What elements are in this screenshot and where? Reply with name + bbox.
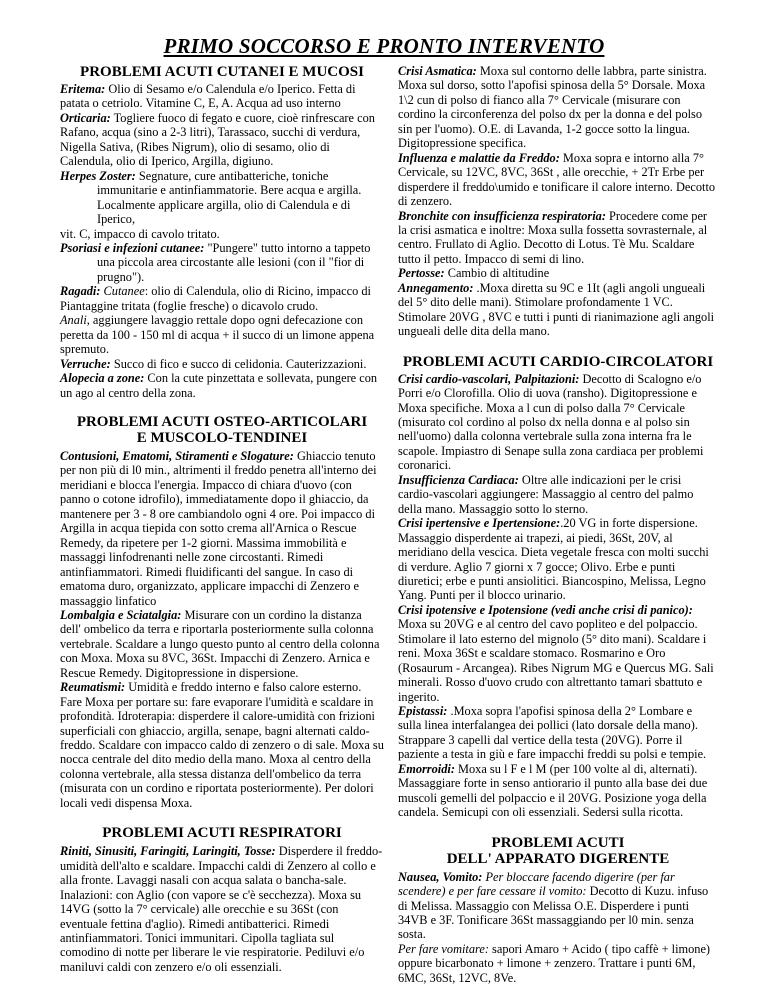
section-heading-line2: DELL' APPARATO DIGERENTE xyxy=(446,850,670,867)
entry-eritema xyxy=(60,82,384,111)
entry-annegamento xyxy=(398,281,718,339)
entry-label: Insufficienza Cardiaca: xyxy=(398,472,519,487)
entry-sublabel: Cutanee xyxy=(100,284,145,299)
section-digerente xyxy=(398,835,718,986)
entry-text: Umidità e freddo interno e falso calore esterno. Fare Moxa per portare su: fare evaporare l'umidità e scaldare in profondità. Idroterapia: disperdere il calore-umidità con frizioni superficiali con ghiaccio, argilla, senape, bagni alternati caldo-freddo. Scaldare con impacco caldo di zenzero o di sale. Moxa su nocca centrale del dito medio della mano. Moxa al centro della colonna vertebrale, alla stessa distanza dell'ombelico da terra (misurata con un cordino e riportata posteriormente). Per dolori locali vedi dispensa Moxa. xyxy=(60,680,384,810)
entry-label: Eritema: xyxy=(60,82,106,96)
entry-label: Riniti, Sinusiti, Faringiti, Laringiti, Tosse: xyxy=(60,844,276,859)
entry-cardio xyxy=(398,372,718,473)
entry-alopecia xyxy=(60,371,384,400)
entry-text: Decotto di Scalogno e/o Porri e/o Clorofilla. Olio di uova (ransho). Digitopressione e Moxa specifiche. Moxa a l cun di polso dalla 7° Cervicale (misurato col cordino al polso dx nella donna e al polso sin nell'uomo) dalla colonna vertebrale sulla zona interna fra le scapole. Impiastro di Senape sulla zona cardiaca per problemi coronarici. xyxy=(398,371,704,473)
entry-asmatica xyxy=(398,64,718,151)
entry-label: Annegamento: xyxy=(398,280,474,295)
entry-insufficienza xyxy=(398,473,718,516)
section-respiratori xyxy=(60,825,384,974)
entry-herpes xyxy=(60,169,384,183)
entry-contusioni xyxy=(60,449,384,608)
entry-text: : olio di Calendula, olio di Ricino, impacco di Piantaggine tritata (foglie fresche) o dicavolo crudo. xyxy=(60,284,371,313)
entry-herpes-indent: immunitarie e antinfiammatorie. Bere acqua e argilla. Localmente applicare argilla, olio di Calendula e di Iperico, xyxy=(97,183,362,227)
entry-text: Moxa sopra e intorno alla 7° Cervicale, su 12VC, 8VC, 36St , alle orecchie, + 2Tr Erbe per disperdere il freddo\umido e tonificare il calore interno. Decotto di zenzero. xyxy=(398,150,716,209)
entry-sublabel: Per fare vomitare: xyxy=(398,941,489,956)
entry-text: Procedere come per la crisi asmatica e inoltre: Moxa sulla fossetta sovrasternale, al centro. Frullato di Aglio. Decotto di Lotus. Tè Mu. Scaldare tutto il petto. Impacco di semi di lino. xyxy=(398,208,708,266)
section-cutanei xyxy=(60,64,384,400)
entry-lombalgia xyxy=(60,608,384,680)
entry-label: Crisi cardio-vascolari, Palpitazioni: xyxy=(398,371,580,386)
entry-text: .Moxa sopra l'apofisi spinosa della 2° Lombare e sulla linea interfalangea dei pollici (lato dorsale della mano). Strappare 3 capelli dal vertice della testa (20VG). Porre il paziente a testa in giù e fare impacchi freddi su polsi e tempie. xyxy=(398,704,707,762)
section-heading: PROBLEMI ACUTI xyxy=(491,834,625,851)
entry-text: Ghiaccio tenuto per non più di l0 min., altrimenti il freddo penetra all'interno dei meridiani e blocca l'energia. Impacco di chiara d'uovo (con panno o cotone idrofilo), immediatamente dopo il ghiaccio, da mantenere per 3 - 8 ore cambiandolo ogni 4 ore. Poi impacco di Argilla in acqua tiepida con sotto crema all'Arnica o Rescue Remedy, da ripetere per 1-2 giorni. Massima immobilità e massaggi linfodrenanti nelle zone circostanti. Rimedi antinfiammatori. Rimedi fluidificanti del sangue. In caso di ematoma duro, organizzato, applicare impacchi di Zenzero e massaggio linfatico xyxy=(60,448,377,608)
entry-text: .20 VG in forte dispersione. Massaggio disperdente ai trapezi, ai piedi, 36St, 20V, al meridiano della vescica. Dieta vegetale fresca con molti succhi di verdure. Aglio 7 giorni x 7 gocce; Olivo. Erbe e punti diuretici; erbe e punti ansiolitici. Biancospino, Melissa, Legno Yang. Punti per il blocco urinario. xyxy=(398,516,709,603)
entry-label: Reumatismi: xyxy=(60,680,126,695)
entry-ipotensione xyxy=(398,603,718,704)
entry-text: Cambio di altitudine xyxy=(444,266,550,281)
entry-text: Disperdere il freddo-umidità dell'alto e scaldare. Impacchi caldi di Zenzero al collo e alla fronte. Lavaggi nasali con acqua salata o bancha-sale. Inalazioni: con Aglio (con vapore se c'è secchezza). Moxa su 14VG (sotto la 7° cervicale) alle orecchie e su 36St (con eventuale fettina d'aglio). Rimedi antibatterici. Rimedi antinfiammatori. Tonici immunitari. Cipolla tagliata sul comodino di notte per liberare le vie respiratorie. Pediluvi e/o maniluvi caldi con zenzero e/o oli essenziali. xyxy=(60,844,383,974)
entry-verruche xyxy=(60,357,384,371)
entry-vomitare xyxy=(398,942,718,985)
entry-label: Herpes Zoster: xyxy=(60,168,136,183)
entry-label: Verruche: xyxy=(60,356,111,371)
entry-label: Crisi Asmatica: xyxy=(398,64,477,78)
entry-label: Emorroidi: xyxy=(398,761,455,776)
right-column xyxy=(398,64,718,1001)
entry-text: Moxa sul contorno delle labbra, parte sinistra. Moxa sul dorso, sotto l'apofisi spinosa della 5° Dorsale. Moxa 1\2 cun di polso di fianco alla 7° Cervicale (misurare con cordino la circonferenza del polso dx per la donna e del polso sin per l'uomo). O.E. di Lavanda, 1-2 gocce sotto la lingua. Digitopressione specifica. xyxy=(398,64,707,151)
entry-text: Con la cute pinzettata e sollevata, pungere con un ago al centro della zona. xyxy=(60,371,378,400)
section-cardio xyxy=(398,354,718,820)
entry-text: Decotto di Kuzu. infuso di Melissa. Massaggio con Melissa O.E. Disperdere i punti 34VB e 3F. Tonificare 36St massaggiando per l0 min. senza sosta. xyxy=(398,884,709,942)
entry-anali xyxy=(60,313,384,356)
entry-text: Succo di fico e succo di celidonia. Cauterizzazioni. xyxy=(110,356,367,371)
entry-label: Epistassi: xyxy=(398,704,448,719)
page-title: PRIMO SOCCORSO E PRONTO INTERVENTO xyxy=(163,34,605,58)
entry-riniti xyxy=(60,844,384,974)
entry-ipertensione xyxy=(398,516,718,603)
entry-herpes-end: vit. C, impacco di cavolo tritato. xyxy=(60,226,220,241)
entry-text: Olio di Sesamo e/o Calendula e/o Iperico. Fetta di patata o cetriolo. Vitamine C, E, A. Acqua ad uso interno xyxy=(60,82,356,111)
entry-epistassi xyxy=(398,704,718,762)
entry-text: , aggiungere lavaggio rettale dopo ogni defecazione con peretta da 100 - 150 ml di acqua + il succo di un limone appena spremuto. xyxy=(60,313,375,357)
entry-text: Moxa su l F e l M (per 100 volte al di, alternati). Massaggiare forte in senso antiorario il punto alla base dei due muscoli gemelli del polpaccio e il 20VG. Posizione yoga della candela. Semicupi con oli essenziali. Sedersi sulla ricotta. xyxy=(398,761,708,820)
section-heading: PROBLEMI ACUTI OSTEO-ARTICOLARI E MUSCOLO-TENDINEI xyxy=(76,413,368,446)
entry-label: Pertosse: xyxy=(398,266,445,281)
section-respiratori-cont xyxy=(398,64,718,339)
section-heading: PROBLEMI ACUTI CUTANEI E MUCOSI xyxy=(80,64,364,80)
entry-label: Contusioni, Ematomi, Stiramenti e Slogature: xyxy=(60,448,294,463)
entry-nausea xyxy=(398,870,718,942)
entry-text: sapori Amaro + Acido ( tipo caffè + limone) oppure bicarbonato + limone + zenzero. Trattare i punti 6M, 6MC, 36St, 12VC, 8Ve. xyxy=(398,941,711,985)
entry-sublabel: Anali xyxy=(60,313,87,328)
entry-label: Crisi ipertensive e Ipertensione: xyxy=(398,516,561,531)
entry-text: .Moxa diretta su 9C e 1It (agli angoli ungueali del 5° dito delle mani). Stimolare profondamente 1 VC. Stimolare 20VG , 8VC e tutti i punti di rianimazione agli angoli ungueali delle dita della mano. xyxy=(398,280,715,339)
entry-label: Nausea, Vomito: xyxy=(398,869,483,884)
entry-bronchite xyxy=(398,209,718,267)
entry-pertosse xyxy=(398,266,718,280)
left-column xyxy=(60,64,384,990)
section-heading: PROBLEMI ACUTI CARDIO-CIRCOLATORI xyxy=(402,353,714,370)
entry-label: Alopecia a zone: xyxy=(60,371,145,386)
entry-label: Crisi ipotensive e Ipotensione (vedi anche crisi di panico): xyxy=(398,602,693,617)
section-heading: PROBLEMI ACUTI RESPIRATORI xyxy=(102,825,342,842)
entry-text: "Pungere" tutto intorno a tappeto xyxy=(204,240,371,255)
entry-label: Influenza e malattie da Freddo: xyxy=(398,150,560,165)
entry-psoriasi xyxy=(60,241,384,255)
entry-text: Misurare con un cordino la distanza dell' ombelico da terra e riportarla posteriormente sulla colonna vertebrale. Scaldare a lungo questo punto al centro della colonna con Moxa. Moxa su 8VC, 36St. Impacchi di Zenzero. Arnica e Rescue Remedy. Digitopressione in dispersione. xyxy=(60,607,380,680)
entry-label: Ragadi: xyxy=(60,284,101,299)
entry-ragadi xyxy=(60,284,384,313)
entry-text: Moxa su 20VG e al centro del cavo popliteo e del polpaccio. Stimolare il lato esterno del mignolo (5° dito mani). Scaldare i reni. Moxa 36St e scaldare stomaco. Rosmarino e Oro (Rosaurum - Arcangea). Ribes Nigrum MG e Quercus MG. Sali minerali. Rosso d'uovo crudo con altrettanto tamari sbattuto e ingerito. xyxy=(398,617,714,704)
entry-text: Oltre alle indicazioni per le crisi cardio-vascolari aggiungere: Massaggio al centro del palmo della mano. Massaggio sotto lo sterno. xyxy=(398,472,694,516)
entry-orticaria xyxy=(60,111,384,169)
entry-label: Orticaria: xyxy=(60,110,111,125)
entry-label: Psoriasi e infezioni cutanee: xyxy=(60,240,205,255)
entry-sublabel: Per bloccare facendo digerire (per far scendere) e per fare cessare il vomito: xyxy=(398,869,675,899)
entry-label: Bronchite con insufficienza respiratoria: xyxy=(398,208,606,223)
entry-emorroidi xyxy=(398,762,718,820)
section-osteo xyxy=(60,414,384,810)
entry-influenza xyxy=(398,151,718,209)
entry-text: Segnature, cure antibatteriche, toniche xyxy=(135,168,329,183)
entry-psoriasi-indent: una piccola area circostante alle lesioni (con il "fior di prugno"). xyxy=(97,255,365,284)
entry-text: Togliere fuoco di fegato e cuore, cioè rinfrescare con Rafano, acqua (sino a 2-3 litri), Tarassaco, succhi di verdura, Nigella Sativa, (Ribes Nigrum), olio di sesamo, olio di Calendula, olio di Iperico, Argilla, digiuno. xyxy=(60,110,375,169)
entry-label: Lombalgia e Sciatalgia: xyxy=(60,607,182,622)
entry-reumatismi xyxy=(60,680,384,810)
